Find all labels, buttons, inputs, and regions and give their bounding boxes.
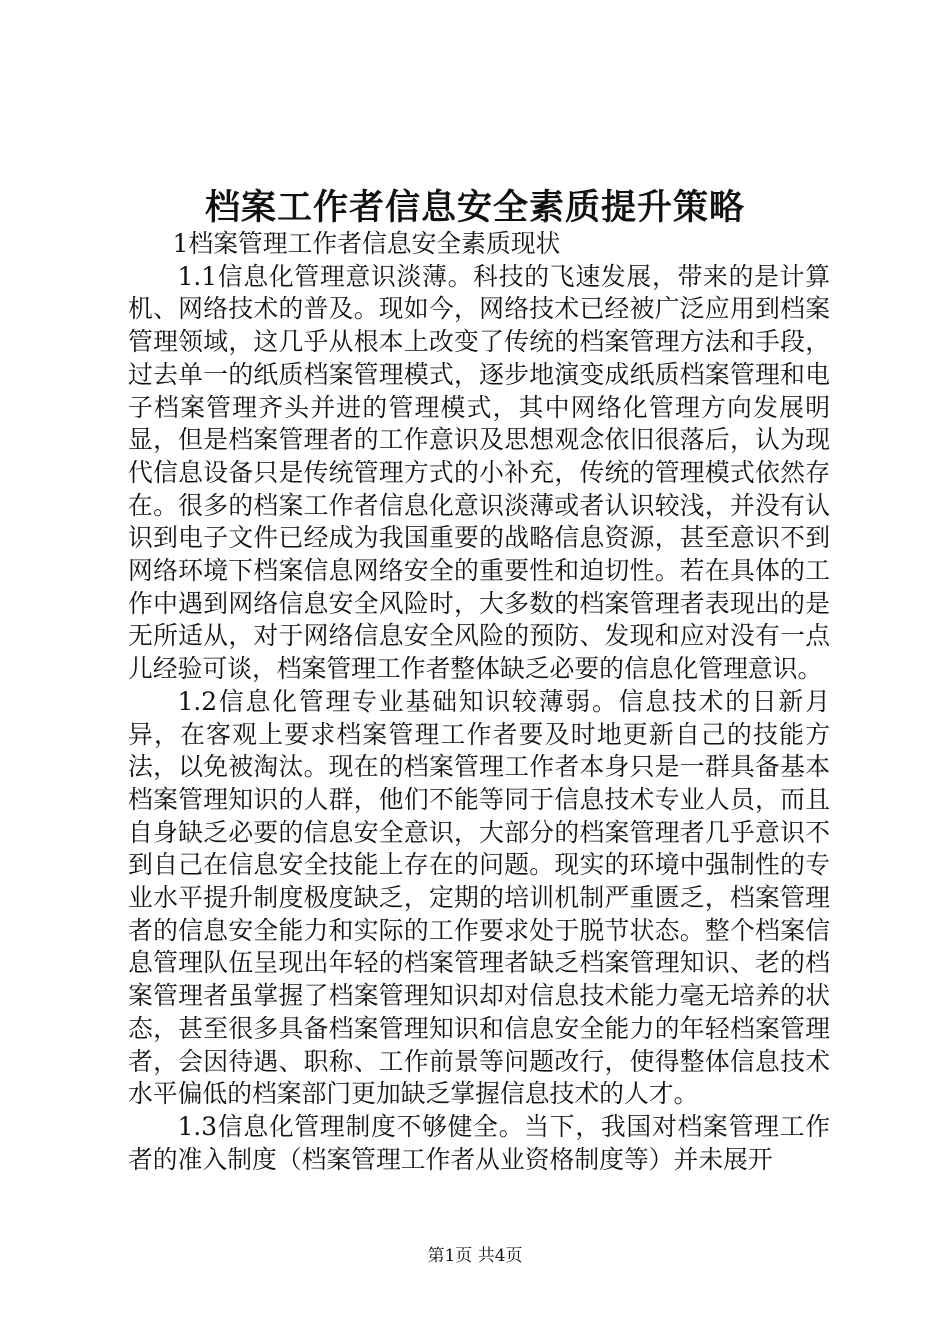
- document-title: 档案工作者信息安全素质提升策略: [204, 187, 745, 228]
- document-body: [128, 228, 830, 1176]
- paragraph-1-1: 1.1信息化管理意识淡薄。科技的飞速发展，带来的是计算机、网络技术的普及。现如今，网络技术已经被广泛应用到档案管理领域，这几乎从根本上改变了传统的档案管理方法和手段，过去单一的纸质档案管理模式，逐步地演变成纸质档案管理和电子档案管理齐头并进的管理模式，其中网络化管理方向发展明显，但是档案管理者的工作意识及思想观念依旧很落后，认为现代信息设备只是传统管理方式的小补充，传统的管理模式依然存在。很多的档案工作者信息化意识淡薄或者认识较浅，并没有认识到电子文件已经成为我国重要的战略信息资源，甚至意识不到网络环境下档案信息网络安全的重要性和迫切性。若在具体的工作中遇到网络信息安全风险时，大多数的档案管理者表现出的是无所适从，对于网络信息安全风险的预防、发现和应对没有一点儿经验可谈，档案管理工作者整体缺乏必要的信息化管理意识。: [128, 261, 830, 684]
- section-heading: 1档案管理工作者信息安全素质现状: [172, 229, 561, 258]
- paragraph-1-2: 1.2信息化管理专业基础知识较薄弱。信息技术的日新月异，在客观上要求档案管理工作者要及时地更新自己的技能方法，以免被淘汰。现在的档案管理工作者本身只是一群具备基本档案管理知识的人群，他们不能等同于信息技术专业人员，而且自身缺乏必要的信息安全意识，大部分的档案管理者几乎意识不到自己在信息安全技能上存在的问题。现实的环境中强制性的专业水平提升制度极度缺乏，定期的培训机制严重匮乏，档案管理者的信息安全能力和实际的工作要求处于脱节状态。整个档案信息管理队伍呈现出年轻的档案管理者缺乏档案管理知识、老的档案管理者虽掌握了档案管理知识却对信息技术能力毫无培养的状态，甚至很多具备档案管理知识和信息安全能力的年轻档案管理者，会因待遇、职称、工作前景等问题改行，使得整体信息技术水平偏低的档案部门更加缺乏掌握信息技术的人才。: [128, 686, 830, 1109]
- paragraph-1-3: 1.3信息化管理制度不够健全。当下，我国对档案管理工作者的准入制度（档案管理工作者从业资格制度等）并未展开: [128, 1111, 830, 1174]
- page-footer: 第1页 共4页: [427, 1246, 523, 1266]
